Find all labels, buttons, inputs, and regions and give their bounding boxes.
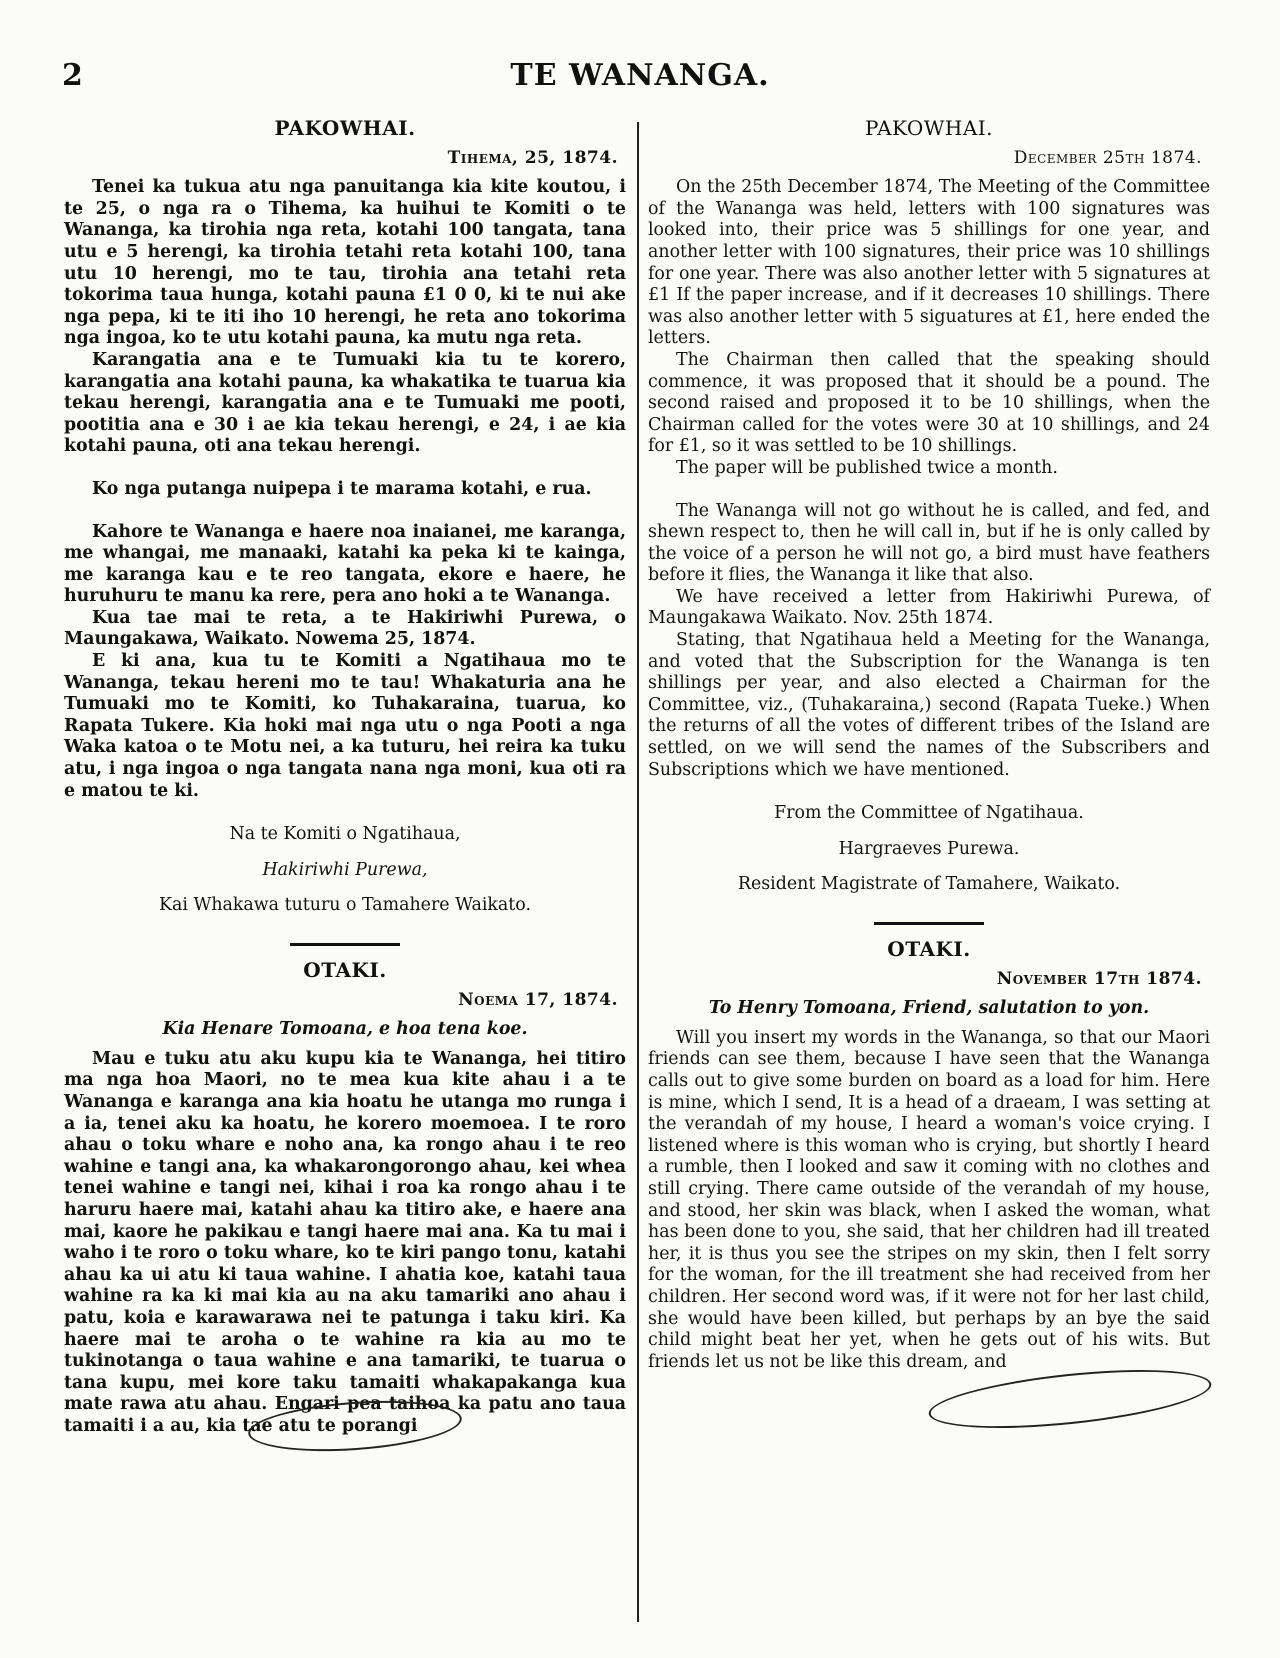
- left-column: [64, 118, 626, 1437]
- section-rule: [290, 943, 400, 946]
- paragraph: Stating, that Ngatihaua held a Meeting for the Wananga, and voted that the Subscription for the Wananga is ten shillings per year, and also elected a Chairman for the Committee, viz., (Tuhakaraina,) second (Rapata Tueke.) When the returns of all the votes of different tribes of the Island are settled, on we will send the names of the Subscribers and Subscriptions which we have mentioned.: [648, 630, 1210, 780]
- salutation: Kia Henare Tomoana, e hoa tena koe.: [162, 1019, 528, 1040]
- dateline: November 17th 1874.: [996, 968, 1202, 989]
- paragraph: Kua tae mai te reta, a te Hakiriwhi Purewa, o Maungakawa, Waikato. Nowema 25, 1874.: [64, 607, 626, 650]
- paragraph: The paper will be published twice a month.: [676, 457, 1058, 478]
- dateline: December 25th 1874.: [1013, 147, 1202, 168]
- column-divider: [637, 122, 639, 1622]
- paragraph: The Chairman then called that the speaking should commence, it was proposed that it should be a pound. The second raised and proposed it to be 10 shillings, when the Chairman called for the votes were 30 at 10 shillings, and 24 for £1, so it was settled to be 10 shillings.: [648, 349, 1210, 457]
- paragraph: Kahore te Wananga e haere noa inaianei, me karanga, me whangai, me manaaki, katahi ka peka ki te kainga, me karanga kau e te reo tangata, ekore e haere, he huruhuru te manu ka rere, pera ano hoki a te Wananga.: [64, 521, 626, 607]
- paragraph: Mau e tuku atu aku kupu kia te Wananga, hei titiro ma nga hoa Maori, no te mea kua kite ahau i a te Wananga e karanga ana kia hoatu he utanga mo runga i a ia, tenei aku ka hoatu, he korero moemoea. I te roro ahau o toku whare e noho ana, ka rongo ahau i te reo wahine e tangi ana, ka whakarongorongo ahau, kei whea tenei wahine e tangi nei, kihai i roa ka rongo ahau i te haruru haere mai, katahi ahau ka titiro ake, e haere ana mai, kaore he pakikau e tangi haere mai ana. Ka tu mai i waho i te roro o toku whare, ko te kiri pango tonu, katahi ahau ka ui atu ki taua wahine. I ahatia koe, katahi taua wahine ra ka ki mai kia au na aku tamariki ano ahau i patu, koia e karawarawa nei te patunga i taku kiri. Ka haere mai te aroha o te wahine ra kia au mo te tukinotanga o taua wahine e ana tamariki, te tuarua o tana kupu, mei kore taku tamaiti whakapakanga kua mate rawa atu ahau. Engari pea taihoa ka patu ano taua tamaiti i a au, kia tae atu te porangi: [64, 1048, 626, 1436]
- paragraph: E ki ana, kua tu te Komiti a Ngatihaua mo te Wananga, tekau hereni mo te tau! Whakaturia ana he Tumuaki mo te Komiti, ko Tuhakaraina, tuarua, ko Rapata Tukere. Kia hoki mai nga utu o nga Pooti a nga Waka katoa o te Motu nei, a ka tuturu, hei reira ka tuku atu, i nga ingoa o nga tangata nana nga moni, kua oti ra e matou te ki.: [64, 651, 626, 801]
- paragraph: Tenei ka tukua atu nga panuitanga kia kite koutou, i te 25, o nga ra o Tihema, ka huihui te Komiti o te Wananga, ka tirohia nga reta, kotahi 100 tangata, tana utu e 5 herengi, ka tirohia tetahi reta kotahi 100, tana utu 10 herengi, mo te tau, tirohia ana tetahi reta tokorima taua hunga, kotahi pauna £1 0 0, ki te nui ake nga pepa, ki te iti iho 10 herengi, he reta ano tokorima nga ingoa, ko te utu kotahi pauna, ka mutu nga reta.: [64, 177, 626, 349]
- paragraph: Karangatia ana e te Tumuaki kia tu te korero, karangatia ana kotahi pauna, ka whakatika te tuarua kia tekau herengi, karangatia ana e te Tumuaki me pooti, pootitia ana e 30 i ae kia tekau herengi, e 24, i ae kia kotahi pauna, oti ana tekau herengi.: [64, 349, 626, 457]
- section-title-pakowhai: PAKOWHAI.: [274, 116, 416, 140]
- paragraph: Will you insert my words in the Wananga, so that our Maori friends can see them, because I have seen that the Wananga calls out to give some burden on board as a load for him. Here is mine, which I send, It is a head of a draeam, I was setting at the verandah of my house, I heard a woman's voice crying. I listened where is this woman who is crying, but shortly I heard a rumble, then I looked and saw it coming with no clothes and still crying. There came outside of the verandah of my house, and stood, her skin was black, when I asked the woman, what has been done to you, she said, that her children had ill treated her, it is thus you see the stripes on my skin, then I felt sorry for the woman, for the ill treatment she had received from her children. Her second word was, if it were not for her last child, she would have been killed, but perhaps by an bye the said child might beat her yet, when he gets out of his wits. But friends let us not be like this dream, and: [648, 1027, 1210, 1372]
- paragraph: On the 25th December 1874, The Meeting of the Committee of the Wananga was held, letters with 100 signatures was looked into, their price was 5 shillings for one year, and another letter with 100 signatures, their price was 10 shillings for one year. There was also another letter with 5 signatures at £1 If the paper increase, and if it decreases 10 shillings. There was also another letter with 5 siguatures at £1, here ended the letters.: [648, 177, 1210, 349]
- signature-line: Resident Magistrate of Tamahere, Waikato.: [737, 874, 1121, 895]
- section-title-otaki: OTAKI.: [887, 937, 971, 961]
- salutation: To Henry Tomoana, Friend, salutation to yon.: [708, 998, 1150, 1019]
- dateline: Noema 17, 1874.: [458, 989, 618, 1010]
- paragraph: We have received a letter from Hakiriwhi Purewa, of Maungakawa Waikato. Nov. 25th 1874.: [648, 586, 1210, 629]
- section-rule: [874, 922, 984, 925]
- signature-line: Hakiriwhi Purewa,: [262, 859, 428, 880]
- right-column: [648, 118, 1210, 1373]
- paragraph: Ko nga putanga nuipepa i te marama kotahi, e rua.: [92, 478, 592, 499]
- masthead: TE WANANGA.: [510, 58, 770, 93]
- section-title-pakowhai: PAKOWHAI.: [864, 116, 994, 140]
- paragraph: The Wananga will not go without he is called, and fed, and shewn respect to, then he will call in, but if he is only called by the voice of a person he will not go, a bird must have feathers before it flies, the Wananga it like that also.: [648, 500, 1210, 586]
- signature-line: Kai Whakawa tuturu o Tamahere Waikato.: [159, 895, 531, 916]
- page-number: 2: [62, 58, 83, 93]
- section-title-otaki: OTAKI.: [303, 958, 387, 982]
- signature-line: Hargraeves Purewa.: [838, 838, 1020, 859]
- dateline: Tihema, 25, 1874.: [447, 147, 618, 168]
- signature-line: Na te Komiti o Ngatihaua,: [229, 824, 461, 845]
- signature-line: From the Committee of Ngatihaua.: [774, 803, 1084, 824]
